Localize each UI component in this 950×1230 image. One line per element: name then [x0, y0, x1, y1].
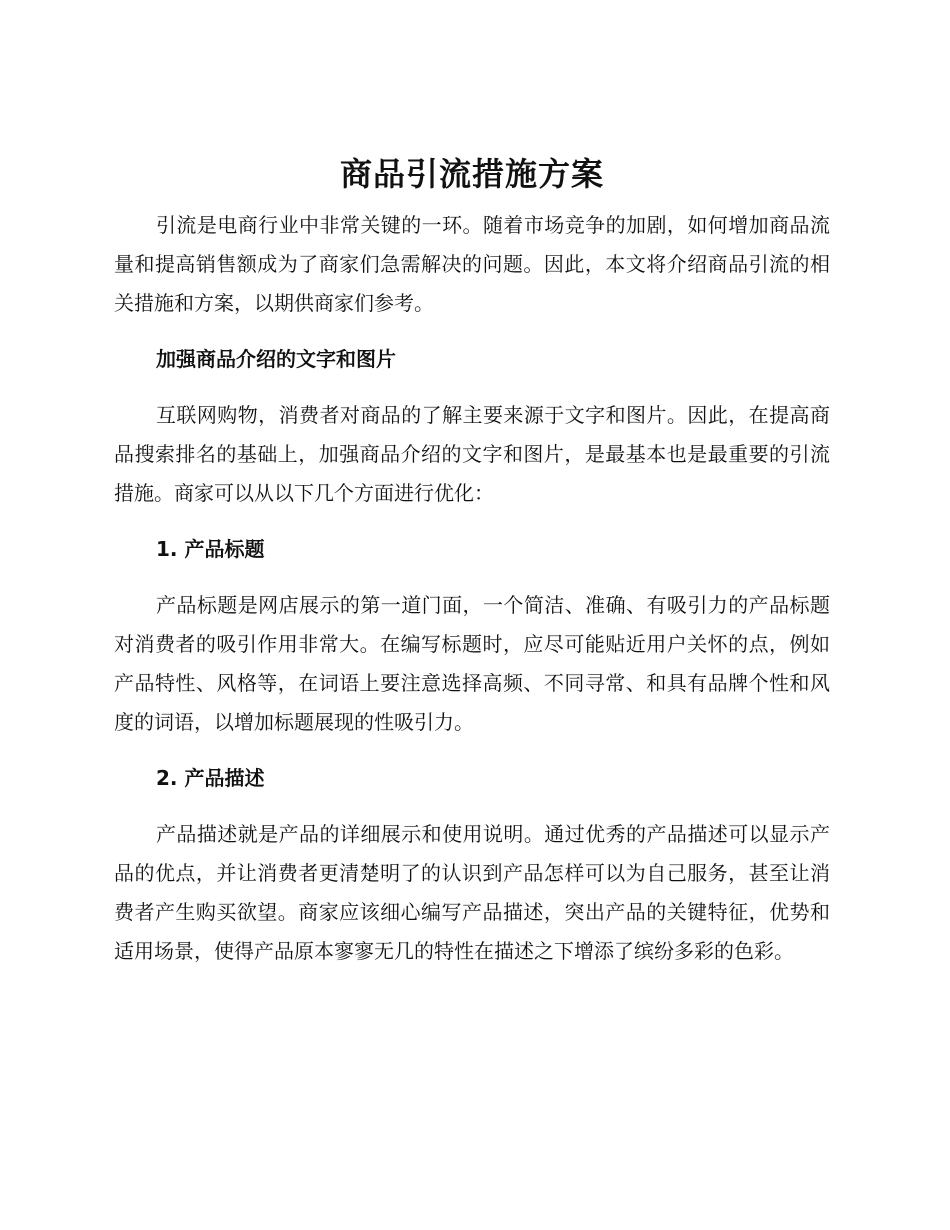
section-heading-product-title: 1. 产品标题: [156, 537, 265, 561]
page-title: 商品引流措施方案: [339, 155, 604, 193]
section-body-text-and-images: 互联网购物，消费者对商品的了解主要来源于文字和图片。因此，在提高商品搜索排名的基础上，加强商品介绍的文字和图片，是最基本也是最重要的引流措施。商家可以从以下几个方面进行优化：: [114, 403, 830, 505]
section-heading-text-and-images: 加强商品介绍的文字和图片: [156, 347, 396, 371]
section-body-product-title: 产品标题是网店展示的第一道门面，一个简洁、准确、有吸引力的产品标题对消费者的吸引作用非常大。在编写标题时，应尽可能贴近用户关怀的点，例如产品特性、风格等，在词语上要注意选择高频、不同寻常、和具有品牌个性和风度的词语，以增加标题展现的性吸引力。: [114, 593, 830, 734]
section-heading-product-description: 2. 产品描述: [156, 766, 265, 790]
section-body-product-description: 产品描述就是产品的详细展示和使用说明。通过优秀的产品描述可以显示产品的优点，并让消费者更清楚明了的认识到产品怎样可以为自己服务，甚至让消费者产生购买欲望。商家应该细心编写产品描述，突出产品的关键特征，优势和适用场景，使得产品原本寥寥无几的特性在描述之下增添了缤纷多彩的色彩。: [114, 822, 830, 963]
intro-paragraph: 引流是电商行业中非常关键的一环。随着市场竞争的加剧，如何增加商品流量和提高销售额成为了商家们急需解决的问题。因此，本文将介绍商品引流的相关措施和方案，以期供商家们参考。: [114, 213, 830, 315]
